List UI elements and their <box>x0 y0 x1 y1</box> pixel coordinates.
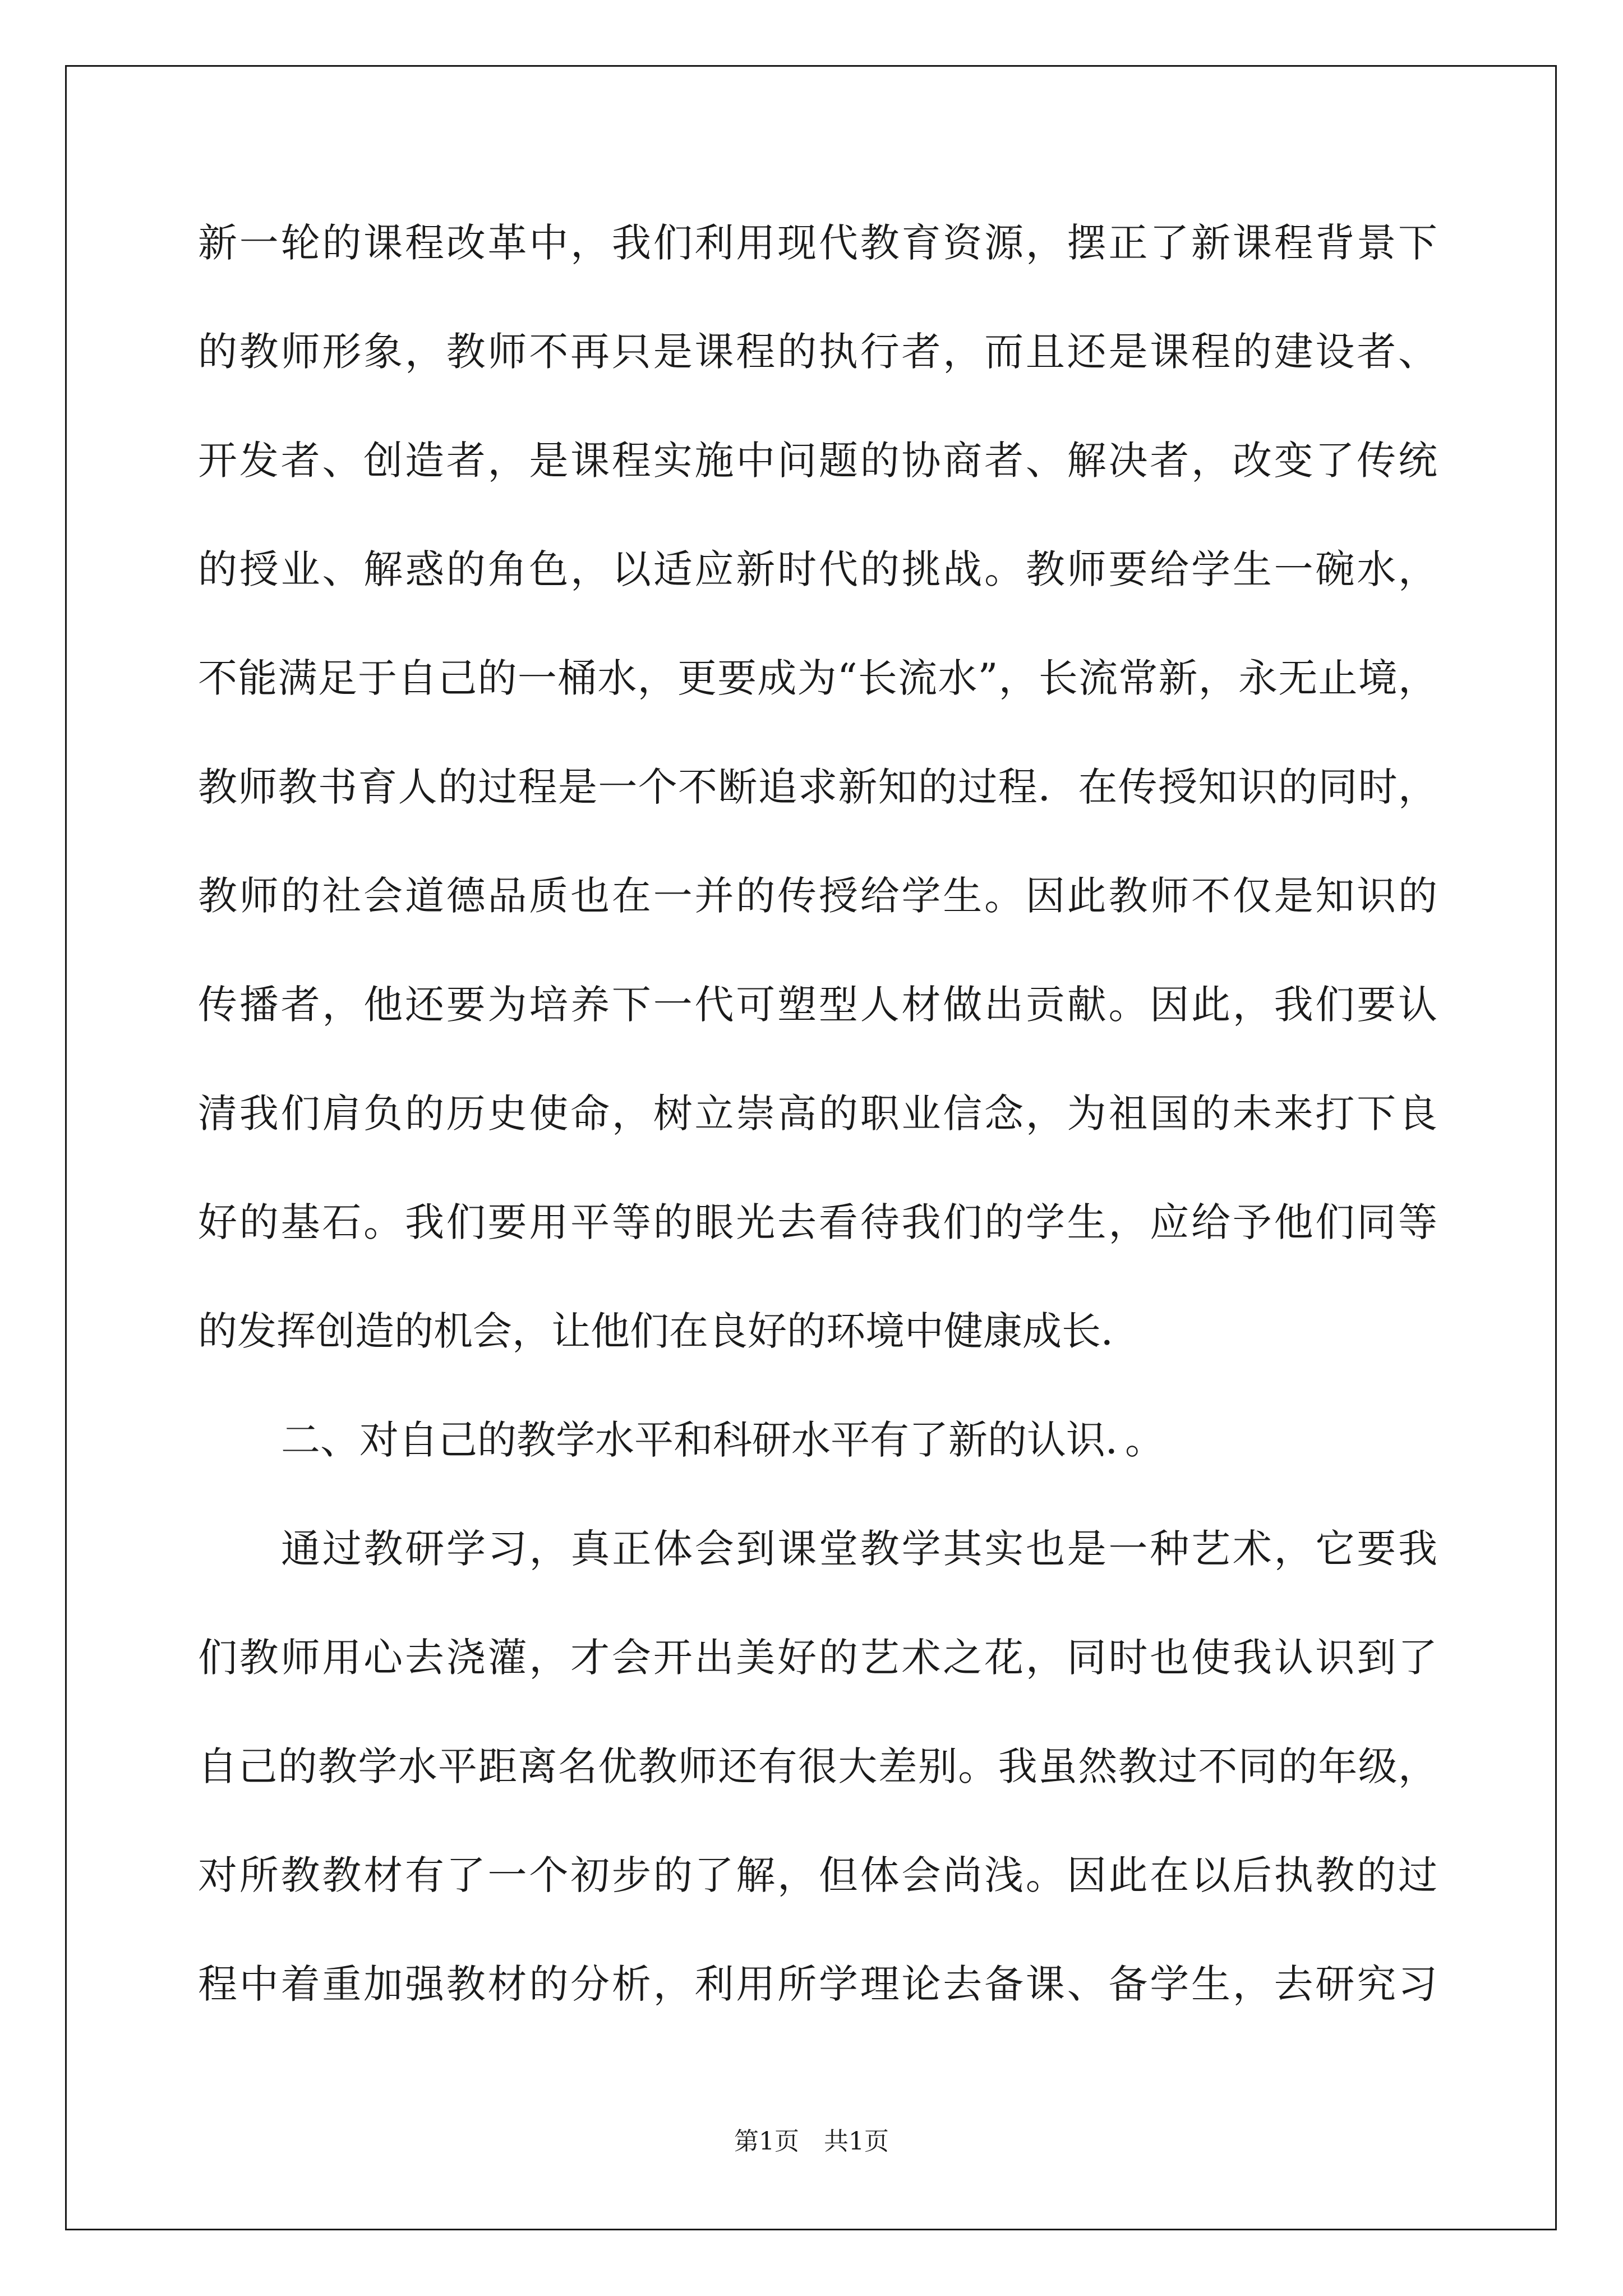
section-heading: 二、对自己的教学水平和科研水平有了新的认识．。 <box>281 1417 1164 1463</box>
page-footer: 第1页 共1页 <box>734 2127 889 2156</box>
body-line: 新一轮的课程改革中，我们利用现代教育资源，摆正了新课程背景下 <box>198 220 1437 266</box>
body-line: 的授业、解惑的角色，以适应新时代的挑战。教师要给学生一碗水， <box>198 546 1437 592</box>
body-line: 教师教书育人的过程是一个不断追求新知的过程．在传授知识的同时， <box>198 764 1437 810</box>
body-line: 程中着重加强教材的分析，利用所学理论去备课、备学生，去研究习 <box>198 1961 1437 2007</box>
body-line: 清我们肩负的历史使命，树立崇高的职业信念，为祖国的未来打下良 <box>198 1091 1437 1137</box>
body-line: 对所教教材有了一个初步的了解，但体会尚浅。因此在以后执教的过 <box>198 1852 1437 1898</box>
body-line: 的发挥创造的机会，让他们在良好的环境中健康成长． <box>198 1308 1140 1354</box>
body-line: 开发者、创造者，是课程实施中问题的协商者、解决者，改变了传统 <box>198 438 1437 484</box>
body-line: 们教师用心去浇灌，才会开出美好的艺术之花，同时也使我认识到了 <box>198 1635 1437 1681</box>
body-line: 通过教研学习，真正体会到课堂教学其实也是一种艺术，它要我 <box>281 1526 1437 1572</box>
document-body <box>198 220 1437 2070</box>
body-line: 的教师形象，教师不再只是课程的执行者，而且还是课程的建设者、 <box>198 329 1437 375</box>
body-line: 不能满足于自己的一桶水，更要成为“长流水”，长流常新，永无止境， <box>198 655 1437 701</box>
body-line: 教师的社会道德品质也在一并的传授给学生。因此教师不仅是知识的 <box>198 873 1437 919</box>
body-line: 传播者，他还要为培养下一代可塑型人材做出贡献。因此，我们要认 <box>198 982 1437 1028</box>
body-line: 好的基石。我们要用平等的眼光去看待我们的学生，应给予他们同等 <box>198 1199 1437 1245</box>
body-line: 自己的教学水平距离名优教师还有很大差别。我虽然教过不同的年级， <box>198 1743 1437 1789</box>
